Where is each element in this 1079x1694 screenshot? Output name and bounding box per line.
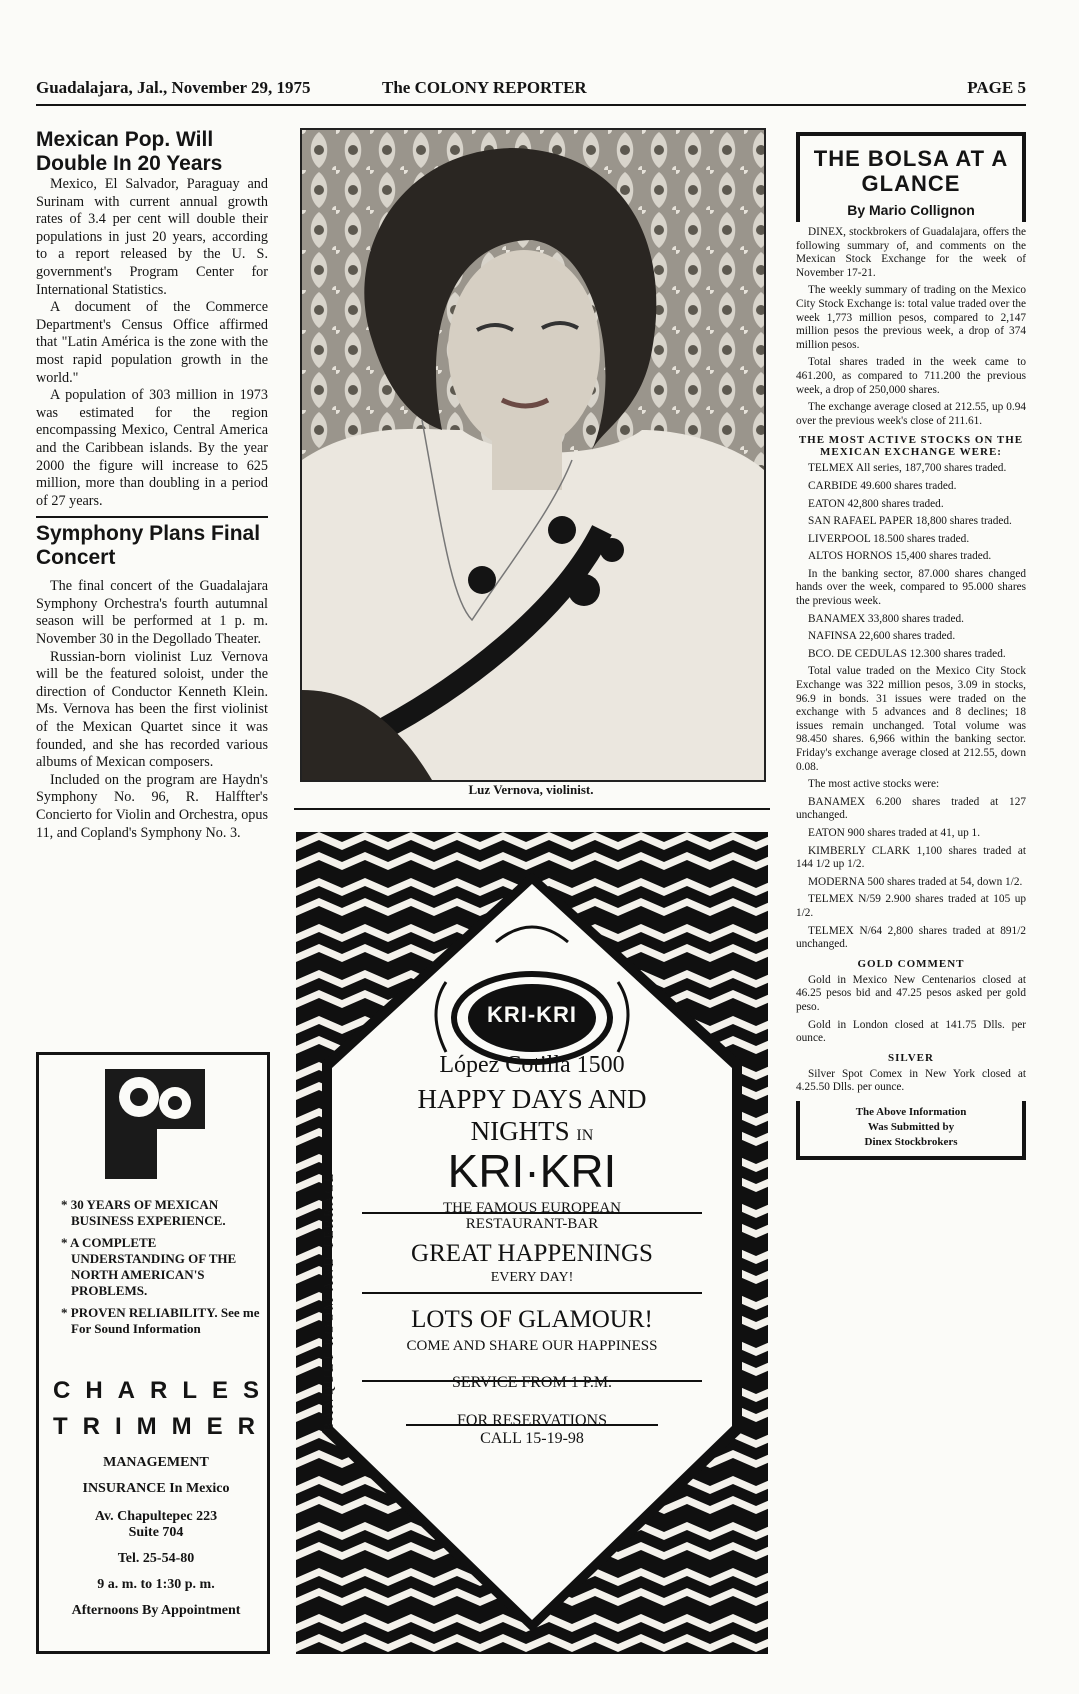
silver-heading: SILVER [888,1051,934,1064]
ad-name-last: TRIMMER [53,1413,270,1440]
ad-hours: 9 a. m. to 1:30 p. m. [97,1577,215,1592]
gold-heading: GOLD COMMENT [857,957,965,970]
stock-item: SAN RAFAEL PAPER 18,800 shares traded. [808,515,1012,528]
friday-stock: EATON 900 shares traded at 41, up 1. [808,826,981,839]
every-day: EVERY DAY! [490,1270,574,1285]
happy-nights [296,1116,768,1147]
banquet-side-label: BANQUET ROOM AND TERRACE [322,1171,337,1432]
ad-bullet: * A COMPLETE UNDERSTANDING OF THE NORTH AMERICAN'S PROBLEMS. [61,1235,237,1298]
article-symphony-p3: Included on the program are Haydn's Symphony No. 96, R. Halffter's Concierto for Violin and Orchestra, opus 11, and Copland's Symphony No. 3. [36,771,268,841]
article-population-p2: A document of the Commerce Department's Census Office affirmed that "Latin América is the zone with the most rapid population growth in the world." [36,299,268,386]
friday-stock: TELMEX N/64 2,800 shares traded at 891/2 unchanged. [796,924,1026,951]
article-symphony-p1: The final concert of the Guadalajara Symphony Orchestra's fourth autumnal season will be performed at 1 p. m. November 30 in the Degollado Theater. [36,578,268,648]
charles-trimmer-ad [36,1052,275,1654]
ad-name-first: CHARLES [53,1377,275,1404]
article-population-p3: A population of 303 million in 1973 was estimated for the region encompassing Mexico, Central America and the Caribbean islands. By the year 2000 the figure will increase to 625 million, more than doubling in a period of 27 years. [36,387,268,509]
gears-logo-icon [105,1069,205,1179]
divider [36,516,268,518]
bolsa-byline: By Mario Collignon [847,202,975,218]
bolsa-p4: The exchange average closed at 212.55, up 0.94 over the previous week's close of 211.61. [796,401,1026,427]
friday-stock: TELMEX N/59 2.900 shares traded at 105 up 1/2. [796,893,1026,919]
gold-p1: Gold in Mexico New Centenarios closed at 46.25 pesos bid and 47.25 pesos asked per gold peso. [796,973,1026,1013]
gold-p2: Gold in London closed at 141.75 Dlls. per ounce. [796,1018,1026,1045]
left-column [36,128,268,842]
bolsa-footer-line: The Above Information [855,1105,967,1118]
lots-of-glamour: LOTS OF GLAMOUR! [411,1306,653,1333]
ad-appointment: Afternoons By Appointment [71,1603,241,1618]
silver-paragraph: Silver Spot Comex in New York closed at 4.25.50 Dlls. per ounce. [796,1067,1026,1094]
divider [294,808,770,810]
paper-name: The COLONY REPORTER [382,78,587,97]
bolsa-title: THE BOLSA AT A GLANCE [813,146,1009,196]
most-active-heading: THE MOST ACTIVE STOCKS ON THE MEXICAN EXCHANGE WERE: [798,434,1024,459]
dateline: Guadalajara, Jal., November 29, 1975 [36,78,311,97]
kri-name: KRI·KRI [447,1145,617,1197]
page-number: PAGE 5 [967,78,1026,97]
article-population-headline: Mexican Pop. Will Double In 20 Years [36,128,223,175]
friday-stock: BANAMEX 6.200 shares traded at 127 unchanged. [796,795,1026,822]
bolsa-footer-box [796,1101,1026,1160]
ad-bullet: * 30 YEARS OF MEXICAN BUSINESS EXPERIENCE. [61,1197,226,1228]
bolsa-column [796,132,1026,1160]
ad-phone: Tel. 25-54-80 [117,1551,195,1566]
article-population-p1: Mexico, El Salvador, Paraguay and Surinam with current annual growth rates of 3.4 per cent will double their populations in just 20 years, according to a report released by the U. S. government's Program Center for International Statistics. [36,176,268,298]
stock-item: TELMEX All series, 187,700 shares traded. [808,462,1007,475]
ad-suite: Suite 704 [128,1525,184,1540]
great-happenings: GREAT HAPPENINGS [411,1240,653,1267]
bolsa-header-box [796,132,1026,222]
stock-item: EATON 42,800 shares traded. [808,497,944,510]
bank-item: BANAMEX 33,800 shares traded. [808,612,964,625]
reservation-phone: CALL 15-19-98 [480,1430,584,1447]
friday-stock: KIMBERLY CLARK 1,100 shares traded at 144 1/2 up 1/2. [796,844,1026,871]
article-symphony-p2: Russian-born violinist Luz Vernova will be the featured soloist, under the direction of Conductor Kenneth Klein. Ms. Vernova has been the first violinist of the Mexican Quartet since it was founded, and she has recorded various albums of Mexican composers. [36,648,268,771]
ad-bullet-list [61,1197,261,1343]
bolsa-footer-line: Dinex Stockbrokers [864,1135,958,1148]
total-paragraph: Total value traded on the Mexico City Stock Exchange was 322 million pesos, 3.09 in stocks, 96.9 in bonds. 31 issues were traded on the exchange with 5 advances and 8 declines; 18 issues remain unchanged. Total volume was 98.450 shares. 6,966 within the banking sector. Friday's exchange average closed at 212.55, down 0.08. [796,665,1026,773]
happy-days: HAPPY DAYS AND [417,1084,647,1114]
stock-item: LIVERPOOL 18.500 shares traded. [808,532,970,545]
famous-line1: THE FAMOUS EUROPEAN [442,1200,622,1216]
friday-stock: MODERNA 500 shares traded at 54, down 1/2. [808,875,1023,888]
bolsa-p3: Total shares traded in the week came to 461.200, as compared to 711.200 the previous week, a drop of 250,000 shares. [796,356,1026,396]
kri-kri-ad [296,832,768,1654]
bolsa-footer-line: Was Submitted by [867,1120,955,1133]
come-and-share: COME AND SHARE OUR HAPPINESS [406,1338,658,1354]
for-reservations: FOR RESERVATIONS [456,1412,607,1429]
kri-address: López Cotilla 1500 [439,1052,625,1078]
violinist-illustration [302,130,764,780]
stock-item: ALTOS HORNOS 15,400 shares traded. [808,550,992,563]
bank-item: NAFINSA 22,600 shares traded. [808,630,956,643]
ad-line: MANAGEMENT [103,1455,209,1470]
banking-paragraph: In the banking sector, 87.000 shares changed hands over the week, compared to 95.000 shares the previous week. [796,567,1026,608]
service-hours: SERVICE FROM 1 P.M. [451,1374,613,1391]
masthead [36,72,1026,106]
bolsa-p1: DINEX, stockbrokers of Guadalajara, offers the following summary of, and comments on the Mexican Stock Exchange for the week of November 17-21. [796,226,1026,279]
bolsa-p2: The weekly summary of trading on the Mexico City Stock Exchange is: total value traded over the week 1,773 million pesos, compared to 2,147 million pesos the previous week, a drop of 374 million pesos. [796,284,1026,351]
ad-address: Av. Chapultepec 223 [94,1509,218,1524]
nights-in: IN [576,1127,594,1144]
stock-item: CARBIDE 49.600 shares traded. [808,479,957,492]
bank-item: BCO. DE CEDULAS 12.300 shares traded. [808,647,1006,660]
article-symphony-headline: Symphony Plans Final Concert [36,522,261,570]
famous-line2: RESTAURANT-BAR [465,1216,599,1232]
ad-bullet: * PROVEN RELIABILITY. See me For Sound Information [61,1305,260,1336]
violinist-photo [300,128,766,782]
nights-word: NIGHTS [470,1116,570,1146]
kri-kri-badge: KRI-KRI [486,1002,578,1027]
most-active-intro: The most active stocks were: [808,778,940,791]
photo-caption: Luz Vernova, violinist. [468,782,594,797]
ad-line: INSURANCE In Mexico [82,1481,230,1496]
